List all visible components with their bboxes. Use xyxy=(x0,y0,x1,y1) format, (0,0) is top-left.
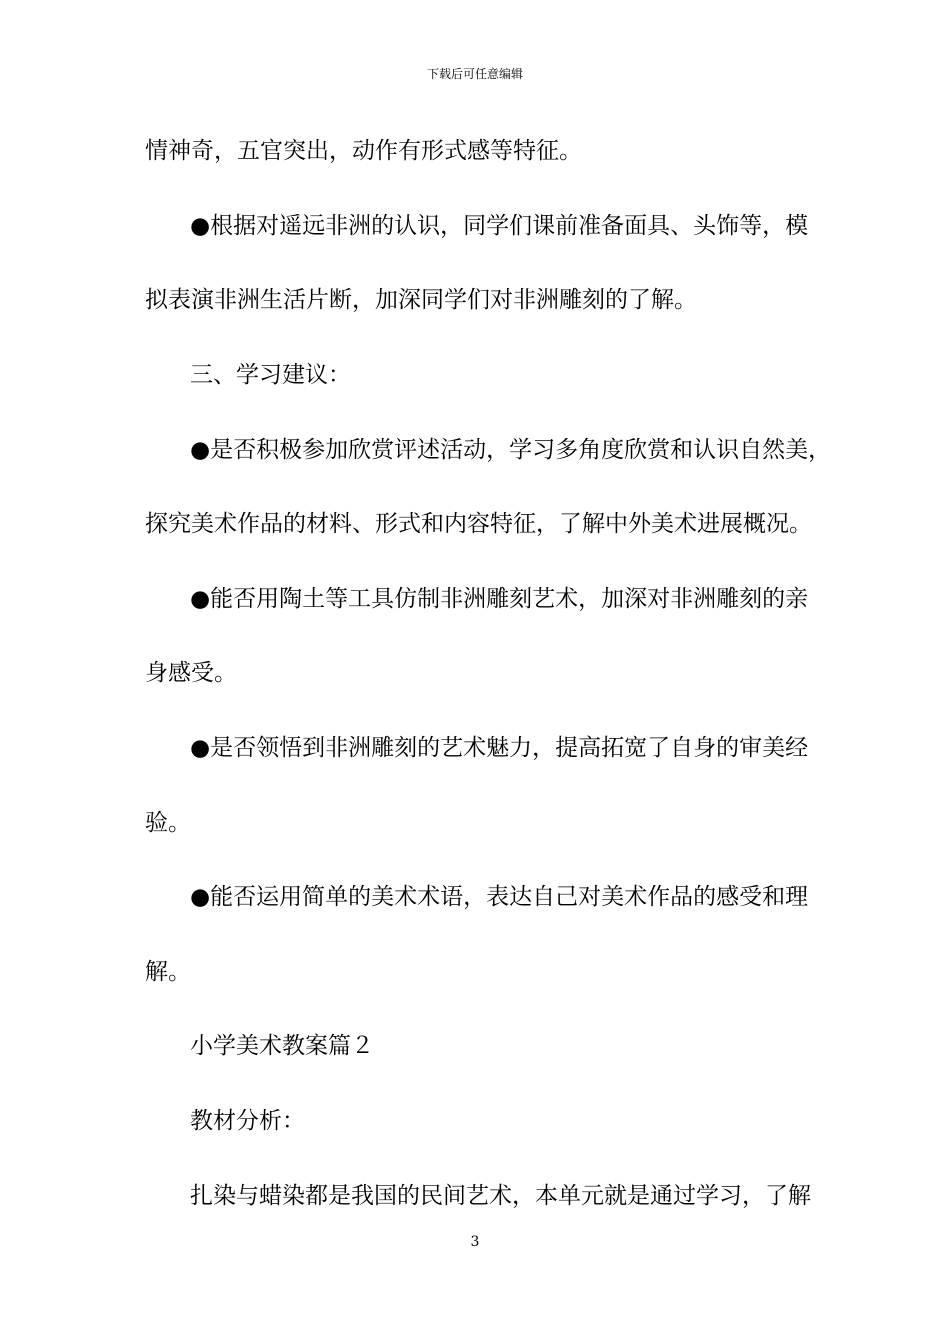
text-line: 情神奇，五官突出，动作有形式感等特征。 xyxy=(145,138,582,164)
text-line: 拟表演非洲生活片断，加深同学们对非洲雕刻的了解。 xyxy=(145,287,697,313)
bullet-item: ●是否领悟到非洲雕刻的艺术魅力，提高拓宽了自身的审美经 xyxy=(190,735,809,761)
bullet-item: ●能否用陶土等工具仿制非洲雕刻艺术，加深对非洲雕刻的亲 xyxy=(190,586,809,612)
section-heading: 教材分析： xyxy=(190,1108,305,1134)
text-line: 身感受。 xyxy=(145,660,237,686)
page-header: 下载后可任意编辑 xyxy=(426,67,523,81)
bullet-item: ●能否运用简单的美术术语，表达自己对美术作品的感受和理 xyxy=(190,884,809,910)
article-title: 小学美术教案篇２ xyxy=(190,1033,374,1059)
text-line: 验。 xyxy=(145,810,191,836)
bullet-item: ●是否积极参加欣赏评述活动，学习多角度欣赏和认识自然美， xyxy=(190,437,832,463)
text-line: 扎染与蜡染都是我国的民间艺术，本单元就是通过学习，了解 xyxy=(190,1183,811,1209)
section-heading: 三、学习建议： xyxy=(190,362,351,388)
page-number: 3 xyxy=(470,1234,480,1250)
text-line: 探究美术作品的材料、形式和内容特征，了解中外美术进展概况。 xyxy=(145,511,812,537)
bullet-item: ●根据对遥远非洲的认识，同学们课前准备面具、头饰等，模 xyxy=(190,213,809,239)
text-line: 解。 xyxy=(145,959,191,985)
